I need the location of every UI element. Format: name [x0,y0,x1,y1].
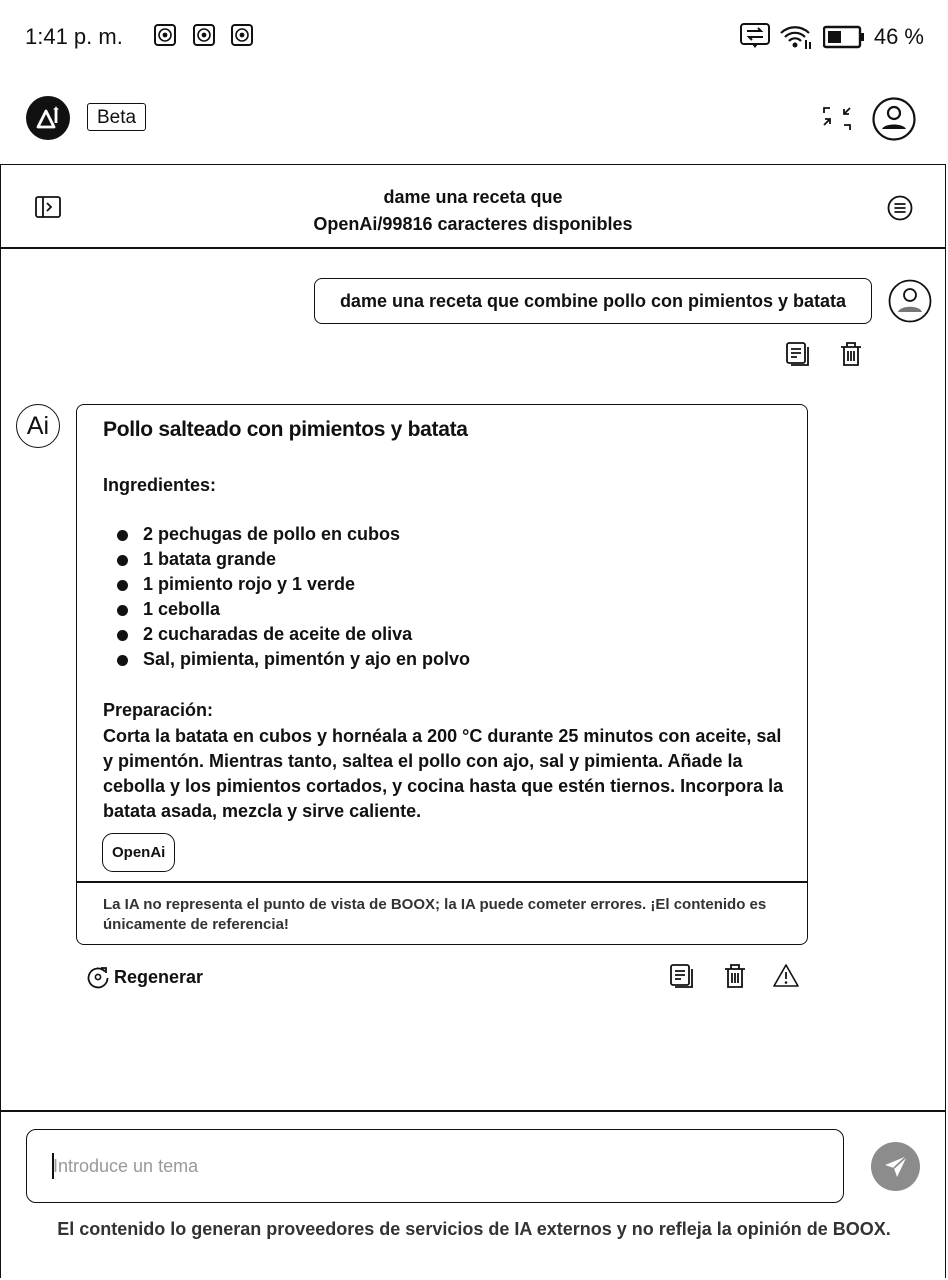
list-item: Sal, pimienta, pimentón y ajo en polvo [114,647,470,672]
list-item: 2 pechugas de pollo en cubos [114,522,470,547]
refresh-icon [86,965,110,989]
topic-input[interactable] [26,1129,844,1203]
regenerate-button[interactable] [86,963,203,991]
ingredient-list [114,522,470,672]
battery-percent: 46 % [873,24,924,49]
preparation-label: Preparación: [103,700,214,720]
user-message-bubble [314,278,872,324]
provider-chip[interactable]: OpenAi [102,833,175,872]
preparation-text: Corta la batata en cubos y hornéala a 200 °C durante 25 minutos con aceite, sal y pimentón. Mientras tanto, saltea el pollo con ajo, sal y pimienta. Añade la cebolla y los pimientos cortados, y cocina hasta que estén tiernos. Incorpora la batata asada, mezcla y sirve caliente. [103,726,784,821]
delete-icon[interactable] [722,963,748,989]
chrome-icon [231,24,253,46]
wifi-icon [779,24,813,50]
list-item: 2 cucharadas de aceite de oliva [114,622,470,647]
input-divider [0,1110,946,1112]
ai-avatar-icon [16,404,60,448]
delete-icon[interactable] [838,341,864,367]
user-message-text: dame una receta que combine pollo con pimientos y batata [339,290,847,311]
ingredients-label: Ingredientes: [103,475,217,495]
regenerate-label: Regenerar [114,966,204,987]
list-item: 1 cebolla [114,597,470,622]
beta-badge: Beta [87,103,146,131]
battery-icon [823,25,865,49]
status-time: 1:41 p. m. [25,24,123,49]
copy-icon[interactable] [785,341,811,367]
recipe-title: Pollo salteado con pimientos y batata [103,418,468,441]
ai-avatar-label: Ai [26,411,50,440]
menu-icon[interactable] [887,195,913,221]
copy-icon[interactable] [669,963,695,989]
header-divider [0,247,946,249]
list-item: 1 batata grande [114,547,470,572]
card-divider [77,881,807,883]
footer-note: El contenido lo generan proveedores de servicios de IA externos y no refleja la opinión de BOOX. [57,1219,891,1239]
chrome-icon [154,24,176,46]
send-icon [882,1153,910,1181]
user-avatar-icon [888,279,932,323]
collapse-icon[interactable] [823,106,851,132]
conversation-title-text: dame una receta que [383,187,563,207]
ai-logo-icon [26,96,70,140]
ai-disclaimer: La IA no representa el punto de vista de BOOX; la IA puede cometer errores. ¡El contenido es únicamente de referencia! [103,896,767,933]
conversation-title [200,184,746,238]
text-caret [52,1153,54,1179]
account-icon[interactable] [872,97,916,141]
send-button[interactable] [871,1142,920,1191]
list-item: 1 pimiento rojo y 1 verde [114,572,470,597]
conversation-subtitle: OpenAi/99816 caracteres disponibles [313,214,633,234]
chrome-icon [193,24,215,46]
transfer-icon [740,23,770,49]
sidebar-toggle-icon[interactable] [35,196,61,218]
report-warning-icon[interactable] [773,963,799,989]
